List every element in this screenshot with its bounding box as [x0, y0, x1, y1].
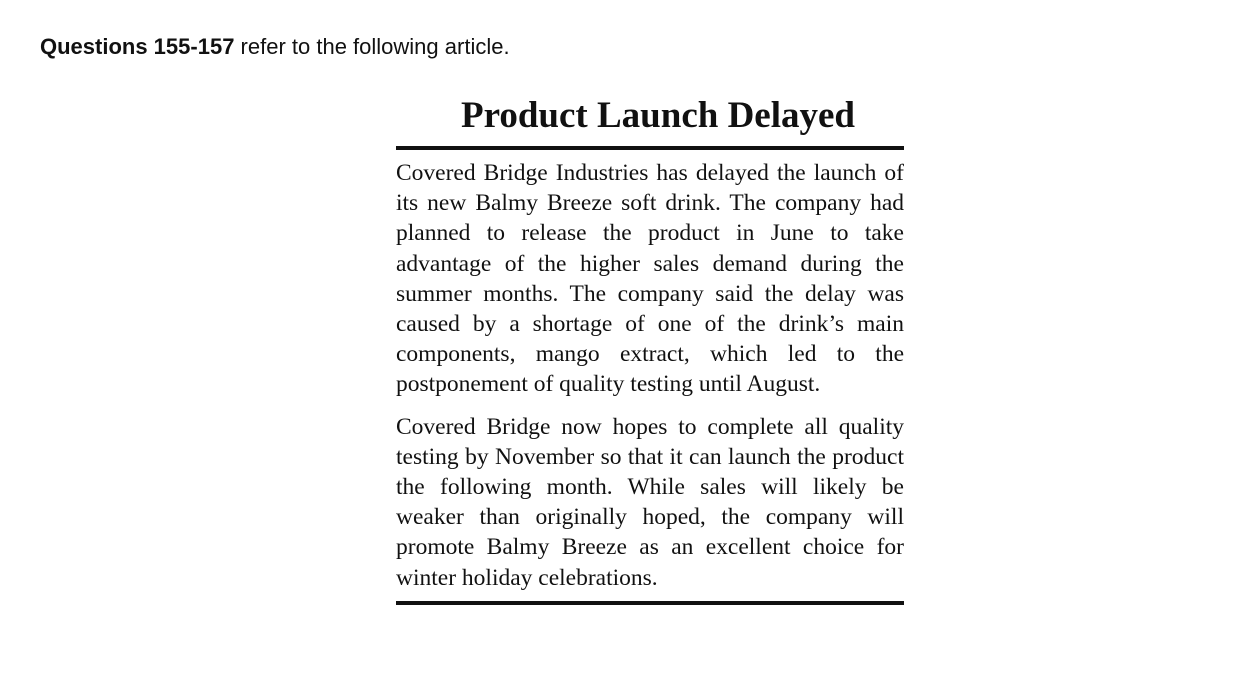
article-paragraph-1: Covered Bridge Industries has delayed the launch of its new Balmy Breeze soft drink. The company had planned to release the product in June to take advantage of the higher sales demand during the summer months. The company said the delay was caused by a shortage of one of the drink’s main components, mango extract, which led to the postponement of quality testing until August.	[396, 160, 904, 398]
article	[396, 92, 904, 605]
article-paragraph-2: Covered Bridge now hopes to complete all quality testing by November so that it can launch the product the following month. While sales will likely be weaker than originally hoped, the company will promote Balmy Breeze as an excellent choice for winter holiday celebrations.	[396, 413, 904, 591]
article-bottom-divider	[396, 601, 904, 605]
instruction-text: refer to the following article.	[234, 34, 510, 59]
headline-divider	[396, 146, 904, 150]
article-headline: Product Launch Delayed	[460, 95, 855, 136]
question-range-label: Questions 155-157	[40, 34, 235, 59]
question-instruction	[40, 32, 510, 62]
